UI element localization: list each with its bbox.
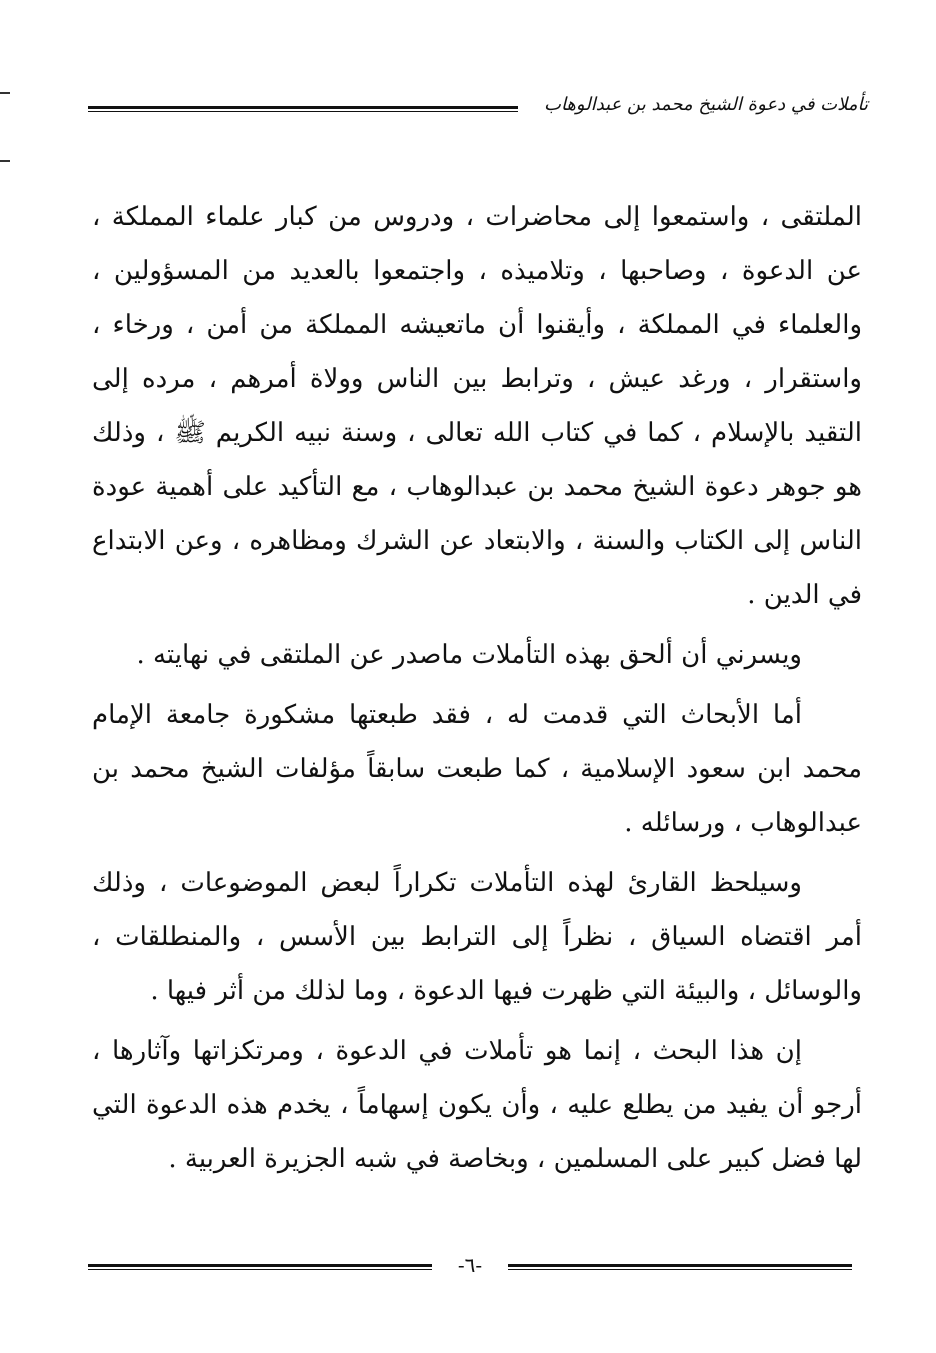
- running-header-title: تأملات في دعوة الشيخ محمد بن عبدالوهاب: [544, 94, 868, 115]
- page-footer: [88, 1250, 852, 1280]
- running-header: [88, 92, 868, 122]
- footer-rule: [88, 1264, 432, 1270]
- page-number: -٦-: [457, 1253, 483, 1277]
- body-text: [92, 190, 862, 1186]
- scan-edge-mark: [0, 92, 10, 94]
- paragraph: ويسرني أن ألحق بهذه التأملات ماصدر عن الملتقى في نهايته .: [136, 640, 802, 670]
- paragraph: أما الأبحاث التي قدمت له ، فقد طبعتها مشكورة جامعة الإمام محمد ابن سعود الإسلامية ، كما طبعت سابقاً مؤلفات الشيخ محمد بن عبدالوهاب ، ورسائله .: [92, 700, 862, 838]
- paragraph: الملتقى ، واستمعوا إلى محاضرات ، ودروس من كبار علماء المملكة ، عن الدعوة ، وصاحبها ، وتلاميذه ، واجتمعوا بالعديد من المسؤولين ، والعلماء في المملكة ، وأيقنوا أن ماتعيشه المملكة من أمن ، ورخاء ، واستقرار ، ورغد عيش ، وترابط بين الناس وولاة أمرهم ، مرده إلى التقيد بالإسلام ، كما في كتاب الله تعالى ، وسنة نبيه الكريم ﷺ ، وذلك هو جوهر دعوة الشيخ محمد بن عبدالوهاب ، مع التأكيد على أهمية عودة الناس إلى الكتاب والسنة ، والابتعاد عن الشرك ومظاهره ، وعن الابتداع في الدين .: [92, 202, 862, 610]
- scan-edge-mark: [0, 160, 10, 162]
- header-rule: [88, 106, 518, 112]
- footer-rule: [508, 1264, 852, 1270]
- paragraph: وسيلحظ القارئ لهذه التأملات تكراراً لبعض الموضوعات ، وذلك أمر اقتضاه السياق ، نظراً إلى الترابط بين الأسس ، والمنطلقات ، والوسائل ، والبيئة التي ظهرت فيها الدعوة ، وما لذلك من أثر فيها .: [92, 868, 862, 1006]
- paragraph: إن هذا البحث ، إنما هو تأملات في الدعوة ، ومرتكزاتها وآثارها ، أرجو أن يفيد من يطلع عليه ، وأن يكون إسهاماً ، يخدم هذه الدعوة التي لها فضل كبير على المسلمين ، وبخاصة في شبه الجزيرة العربية .: [92, 1036, 862, 1174]
